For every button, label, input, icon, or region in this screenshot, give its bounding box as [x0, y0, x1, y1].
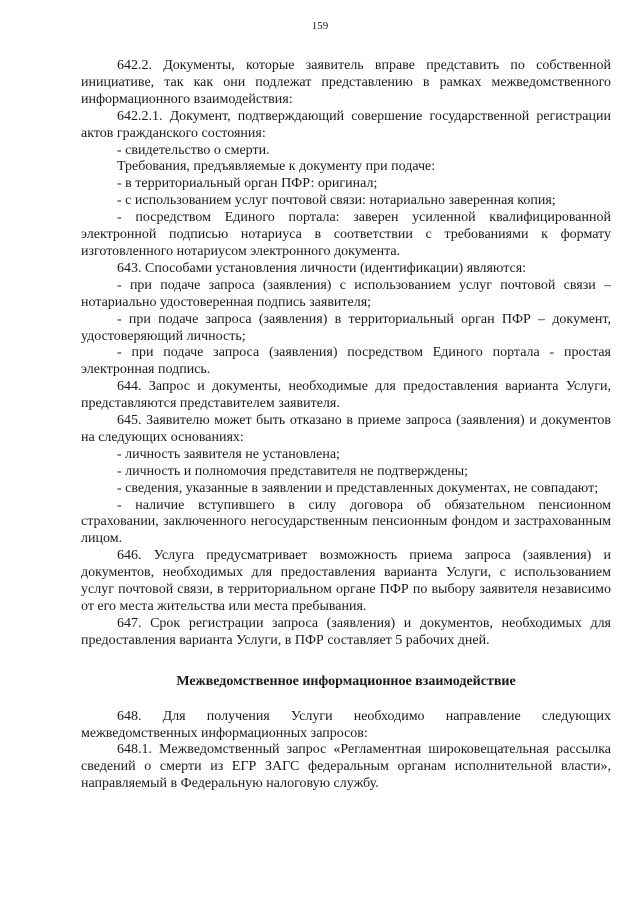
list-item-territorial-office: - в территориальный орган ПФР: оригинал;	[117, 176, 378, 192]
paragraph-643: 643. Способами установления личности (идентификации) являются:	[117, 260, 527, 276]
list-item-unified-portal: - посредством Единого портала: заверен усиленной квалифицированной электронной подписью нотариуса в соответствии с требованиями к формату изготовленного нотариусом электронного документа.	[81, 210, 611, 259]
list-item-refusal-authority: - личность и полномочия представителя не подтверждены;	[117, 463, 469, 479]
paragraph-646: 646. Услуга предусматривает возможность приема запроса (заявления) и документов, необходимых для предоставления варианта Услуги, с использованием услуг почтовой связи, в территориальном органе ПФР по выбору заявителя независимо от его места жительства или места пребывания.	[81, 548, 611, 614]
document-body	[81, 58, 611, 793]
section-heading: Межведомственное информационное взаимодействие	[176, 673, 516, 689]
list-item-refusal-identity: - личность заявителя не установлена;	[117, 446, 340, 462]
list-item-refusal-contract: - наличие вступившего в силу договора об обязательном пенсионном страховании, заключенного негосударственным пенсионным фондом и застрахованным лицом.	[81, 497, 611, 547]
requirements-intro: Требования, предъявляемые к документу при подаче:	[117, 159, 436, 175]
list-item-identification-postal: - при подаче запроса (заявления) с использованием услуг почтовой связи – нотариально удостоверенная подпись заявителя;	[81, 277, 611, 310]
list-item-identification-office: - при подаче запроса (заявления) в территориальный орган ПФР – документ, удостоверяющий личность;	[81, 311, 611, 344]
paragraph-645: 645. Заявителю может быть отказано в приеме запроса (заявления) и документов на следующих основаниях:	[81, 413, 611, 445]
paragraph-648: 648. Для получения Услуги необходимо направление следующих межведомственных информационных запросов:	[81, 708, 611, 741]
list-item-refusal-mismatch: - сведения, указанные в заявлении и представленных документах, не совпадают;	[117, 480, 599, 496]
list-item-death-certificate: - свидетельство о смерти.	[117, 142, 270, 158]
page-number: 159	[311, 20, 329, 32]
paragraph-644: 644. Запрос и документы, необходимые для предоставления варианта Услуги, представляются представителем заявителя.	[81, 379, 611, 412]
list-item-postal-service: - с использованием услуг почтовой связи: нотариально заверенная копия;	[117, 193, 556, 209]
paragraph-642-2-1: 642.2.1. Документ, подтверждающий совершение государственной регистрации актов гражданского состояния:	[81, 108, 611, 141]
paragraph-642-2: 642.2. Документы, которые заявитель вправе представить по собственной инициативе, так как они подлежат представлению в рамках межведомственного информационного взаимодействия:	[81, 58, 611, 107]
paragraph-648-1: 648.1. Межведомственный запрос «Регламентная широковещательная рассылка сведений о смерти из ЕГР ЗАГС федеральным органам исполнительной власти», направляемый в Федеральную налоговую службу.	[81, 742, 611, 792]
paragraph-647: 647. Срок регистрации запроса (заявления) и документов, необходимых для предоставления варианта Услуги, в ПФР составляет 5 рабочих дней.	[81, 615, 611, 648]
list-item-identification-portal: - при подаче запроса (заявления) посредством Единого портала - простая электронная подпись.	[81, 345, 611, 378]
